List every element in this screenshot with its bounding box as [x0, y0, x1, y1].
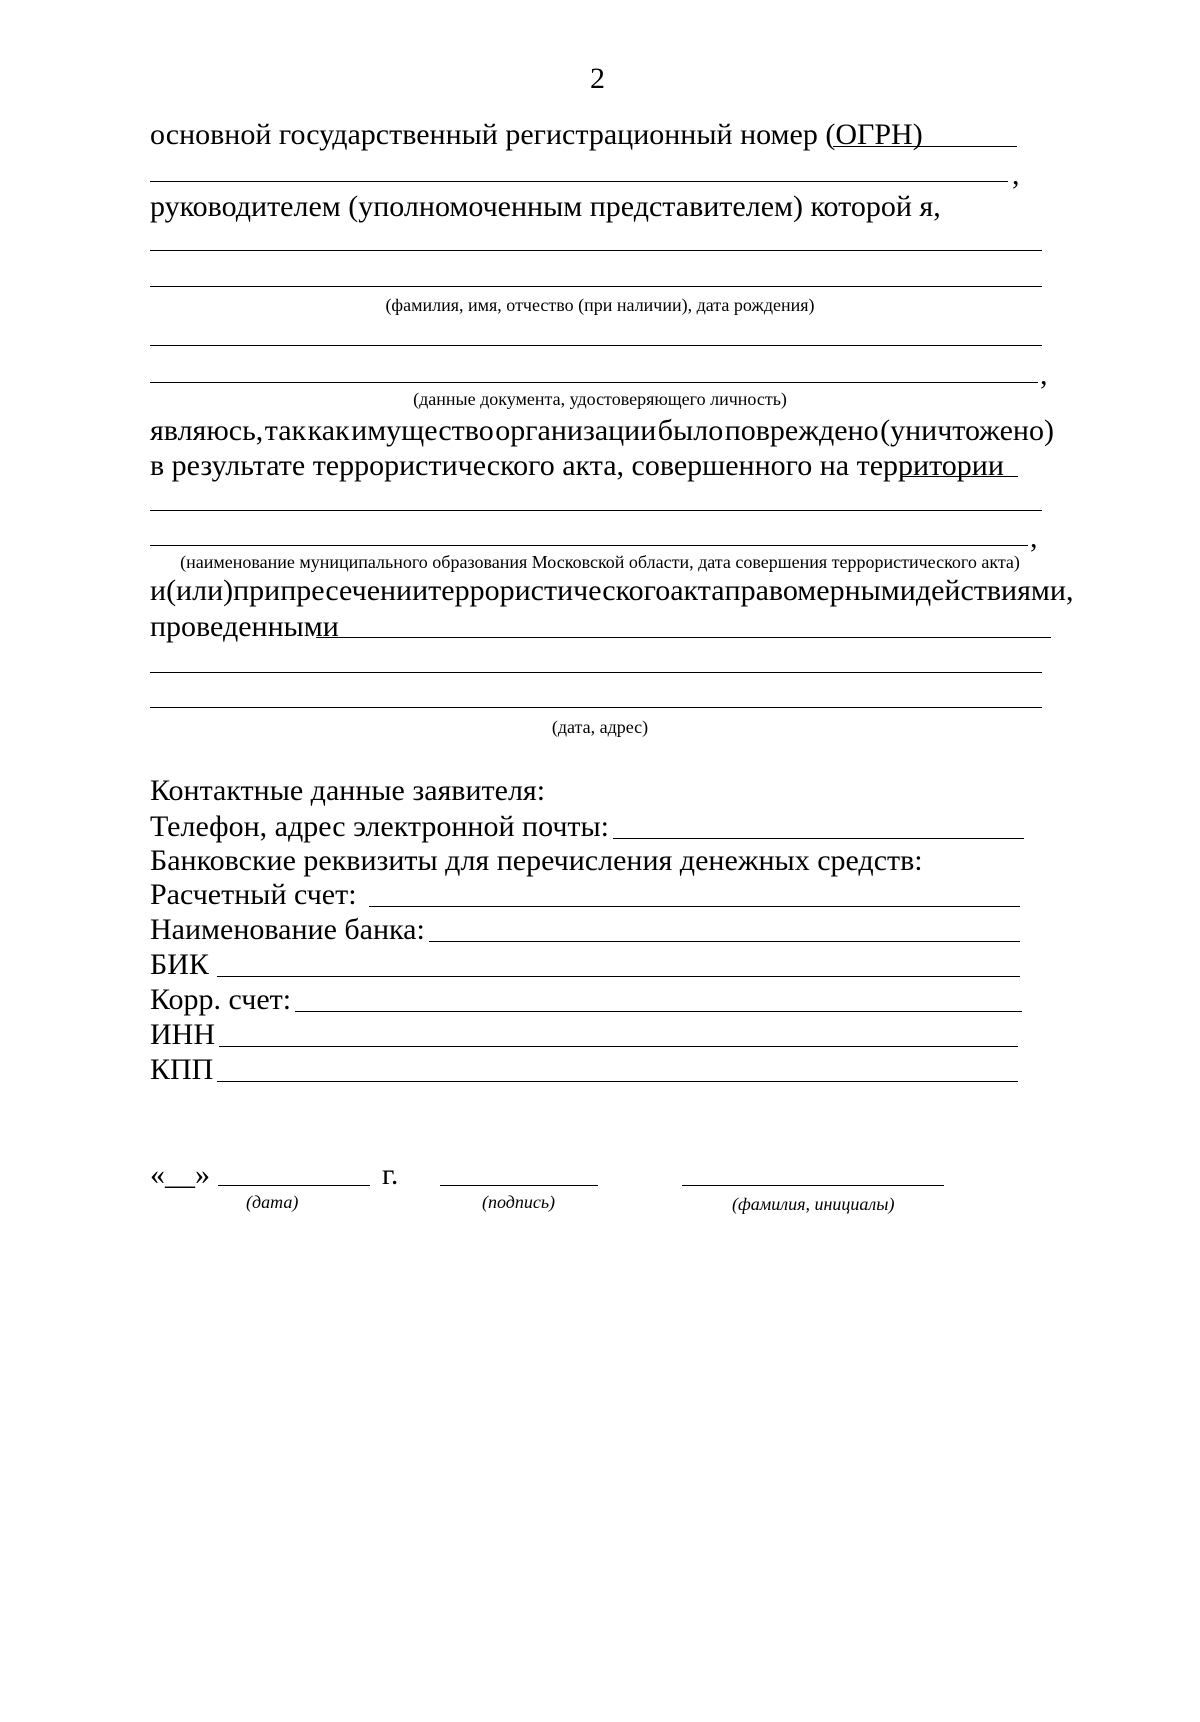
corr-account-row — [150, 985, 1022, 1015]
contacts-title: Контактные данные заявителя: — [150, 774, 546, 807]
corr-account-label: Корр. счет: — [150, 983, 292, 1016]
paragraph-suppression-line-1 — [150, 574, 1074, 607]
signature-field[interactable] — [440, 1185, 598, 1186]
caption-document: (данные документа, удостоверяющего личность) — [413, 389, 787, 409]
date-day-field[interactable]: «__» — [150, 1158, 210, 1191]
caption-municipality: (наименование муниципального образования Московской области, дата совершения террористического акта) — [180, 552, 1020, 572]
bik-field[interactable] — [217, 976, 1020, 977]
caption-signature: (подпись) — [482, 1192, 556, 1212]
paragraph-damage-line-2: в результате террористического акта, совершенного на территории — [150, 449, 1004, 482]
word: террористического — [428, 574, 671, 607]
word: и — [150, 574, 167, 607]
year-suffix: г. — [382, 1158, 399, 1191]
document-field-line-1[interactable] — [150, 345, 1042, 346]
ogrn-comma: , — [1012, 158, 1020, 191]
word: было — [657, 414, 724, 447]
kpp-label: КПП — [150, 1053, 214, 1086]
document-comma: , — [1040, 358, 1048, 391]
kpp-field[interactable] — [217, 1081, 1018, 1082]
phone-email-row — [150, 812, 1024, 842]
date-address-field-line-1[interactable] — [150, 672, 1042, 673]
kpp-row — [150, 1055, 1018, 1085]
word: как — [307, 414, 350, 447]
account-label: Расчетный счет: — [150, 878, 357, 911]
word: являюсь, — [150, 414, 264, 447]
account-row — [150, 880, 1020, 910]
paragraph-damage-line-1 — [150, 416, 1054, 446]
bank-requisites-title: Банковские реквизиты для перечисления денежных средств: — [150, 844, 923, 877]
inn-row — [150, 1020, 1018, 1050]
document-field-line-2[interactable] — [150, 382, 1038, 383]
ogrn-label: основной государственный регистрационный номер (ОГРН) — [150, 118, 923, 151]
territory-comma: , — [1030, 521, 1038, 554]
word: правомерными — [724, 574, 916, 607]
bank-name-field[interactable] — [429, 941, 1020, 942]
bik-row — [150, 950, 1020, 980]
inn-field[interactable] — [219, 1046, 1018, 1047]
word: повреждено — [724, 414, 879, 447]
date-month-field[interactable] — [218, 1185, 370, 1186]
phone-email-field[interactable] — [613, 838, 1024, 839]
caption-name-initials: (фамилия, инициалы) — [732, 1194, 895, 1214]
inn-label: ИНН — [150, 1018, 215, 1051]
territory-field-line-1[interactable] — [150, 510, 1042, 511]
fio-field-line-1[interactable] — [150, 250, 1042, 251]
conducted-field[interactable] — [316, 637, 1051, 638]
corr-account-field[interactable] — [295, 1011, 1022, 1012]
territory-field-line-2[interactable] — [150, 545, 1028, 546]
bank-name-row — [150, 915, 1020, 945]
fio-field-line-2[interactable] — [150, 286, 1042, 287]
caption-date: (дата) — [246, 1192, 299, 1212]
word: имущество — [351, 414, 494, 447]
page-number: 2 — [590, 62, 605, 95]
word: (уничтожено) — [880, 414, 1054, 447]
bank-name-label: Наименование банка: — [150, 913, 425, 946]
representative-line: руководителем (уполномоченным представителем) которой я, — [150, 190, 941, 223]
word: организации — [495, 414, 657, 447]
caption-date-address: (дата, адрес) — [551, 717, 649, 737]
word: при — [233, 574, 281, 607]
word: так — [264, 414, 307, 447]
bik-label: БИК — [150, 948, 209, 981]
word: действиями, — [915, 574, 1074, 607]
account-field[interactable] — [369, 906, 1020, 907]
ogrn-field-continuation[interactable] — [150, 181, 1008, 182]
territory-field[interactable] — [902, 476, 1018, 477]
phone-email-label: Телефон, адрес электронной почты: — [150, 810, 610, 843]
name-initials-field[interactable] — [682, 1185, 944, 1186]
word: (или) — [166, 574, 234, 607]
date-address-field-line-2[interactable] — [150, 707, 1042, 708]
ogrn-field[interactable] — [833, 146, 1017, 147]
paragraph-suppression-line-2: проведенными — [150, 610, 339, 643]
caption-fio: (фамилия, имя, отчество (при наличии), дата рождения) — [385, 295, 815, 315]
word: пресечении — [280, 574, 429, 607]
word: акта — [670, 574, 725, 607]
